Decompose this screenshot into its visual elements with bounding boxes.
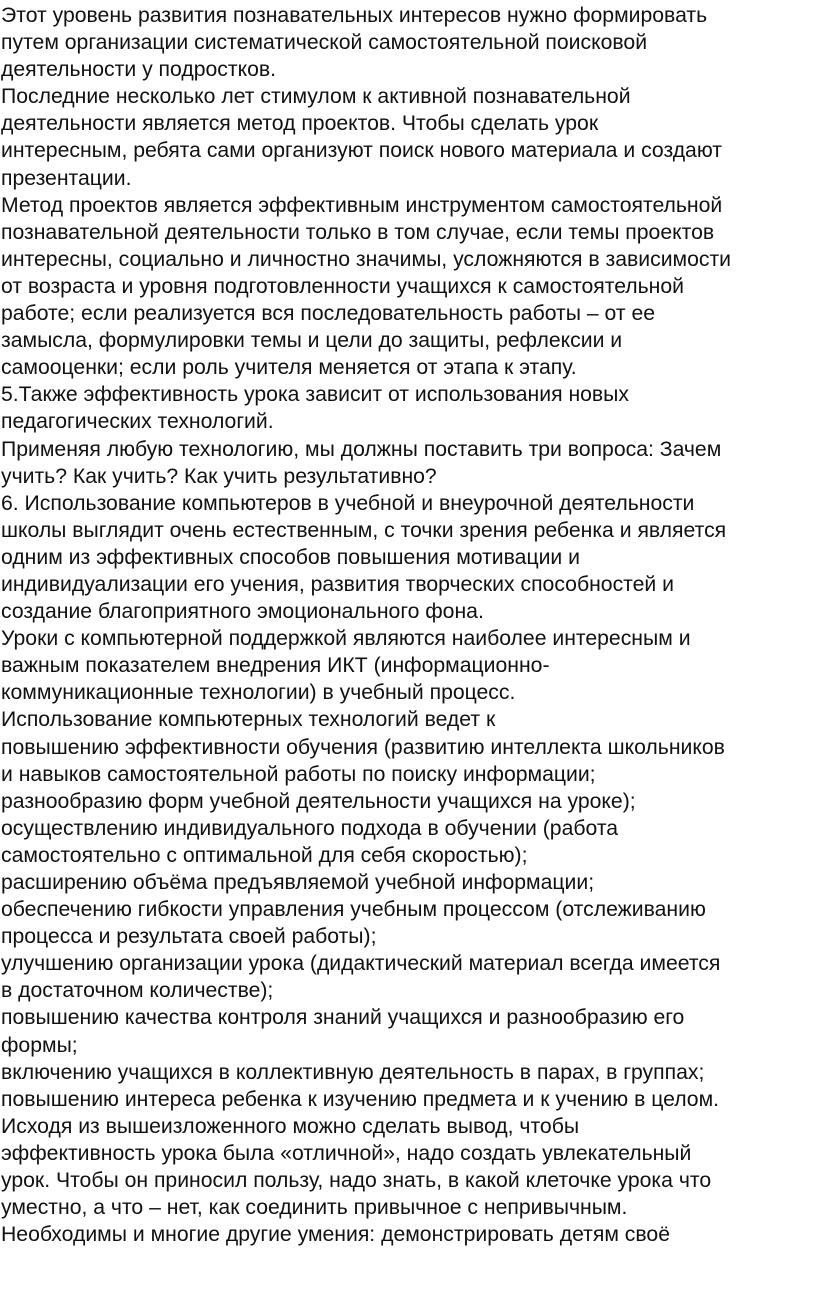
paragraph-project-method-stimulus: Последние несколько лет стимулом к активной познавательной деятельности является метод проектов. Чтобы сделать урок интересным, ребята сами организуют поиск нового материала и создают презентации. <box>1 85 722 190</box>
list-item-process-flexibility: обеспечению гибкости управления учебным процессом (отслеживанию процесса и результата своей работы); <box>1 898 706 949</box>
paragraph-conclusion: Исходя из вышеизложенного можно сделать вывод, чтобы эффективность урока была «отличной», надо создать увлекательный урок. Чтобы он приносил пользу, надо знать, в какой клеточке урока что уместно, а что – нет, как соединить привычное с непривычным. <box>1 1114 712 1220</box>
paragraph-project-method-effectiveness: Метод проектов является эффективным инструментом самостоятельной познавательной деятельности только в том случае, если темы проектов интересны, социально и личностно значимы, усложняются в зависимости от возраста и уровня подготовленности учащихся к самостоятельной работе; если реализуется вся последовательность работы – от ее замысла, формулировки темы и цели до защиты, рефлексии и самооценки; если роль учителя меняется от этапа к этапу. <box>1 193 732 380</box>
list-item-collective-activity: включению учащихся в коллективную деятельность в парах, в группах; <box>1 1060 705 1084</box>
list-item-activity-forms: разнообразию форм учебной деятельности учащихся на уроке); <box>1 789 636 813</box>
list-item-interest-increase: повышению интереса ребенка к изучению предмета и к учению в целом. <box>1 1087 720 1111</box>
paragraph-other-skills: Необходимы и многие другие умения: демонстрировать детям своё <box>1 1223 670 1247</box>
list-item-knowledge-control: повышению качества контроля знаний учащихся и разнообразию его формы; <box>1 1006 685 1057</box>
paragraph-point-6-computers: 6. Использование компьютеров в учебной и внеурочной деятельности школы выглядит очень естественным, с точки зрения ребенка и является одним из эффективных способов повышения мотивации и индивидуализации его учения, развития творческих способностей и создание благоприятного эмоционального фона. <box>1 491 727 624</box>
paragraph-cognitive-interest: Этот уровень развития познавательных интересов нужно формировать путем организации систематической самостоятельной поисковой деятельности у подростков. <box>1 4 708 82</box>
paragraph-three-questions: Применяя любую технологию, мы должны поставить три вопроса: Зачем учить? Как учить? Как учить результативно? <box>1 437 722 488</box>
paragraph-ict-lessons: Уроки с компьютерной поддержкой являются наиболее интересным и важным показателем внедрения ИКТ (информационно- коммуникационные технологии) в учебный процесс. <box>1 627 691 705</box>
list-item-information-volume: расширению объёма предъявляемой учебной информации; <box>1 871 595 894</box>
list-item-learning-efficiency: Использование компьютерных технологий ведет к повышению эффективности обучения (развитию интеллекта школьников и навыков самостоятельной работы по поиску информации; <box>1 708 725 786</box>
list-item-individual-approach: осуществлению индивидуального подхода в обучении (работа самостоятельно с оптимальной для себя скоростью); <box>1 816 619 867</box>
paragraph-point-5-technologies: 5.Также эффективность урока зависит от использования новых педагогических технологий. <box>1 383 630 434</box>
list-item-lesson-organization: улучшению организации урока (дидактический материал всегда имеется в достаточном количестве); <box>1 952 721 1003</box>
